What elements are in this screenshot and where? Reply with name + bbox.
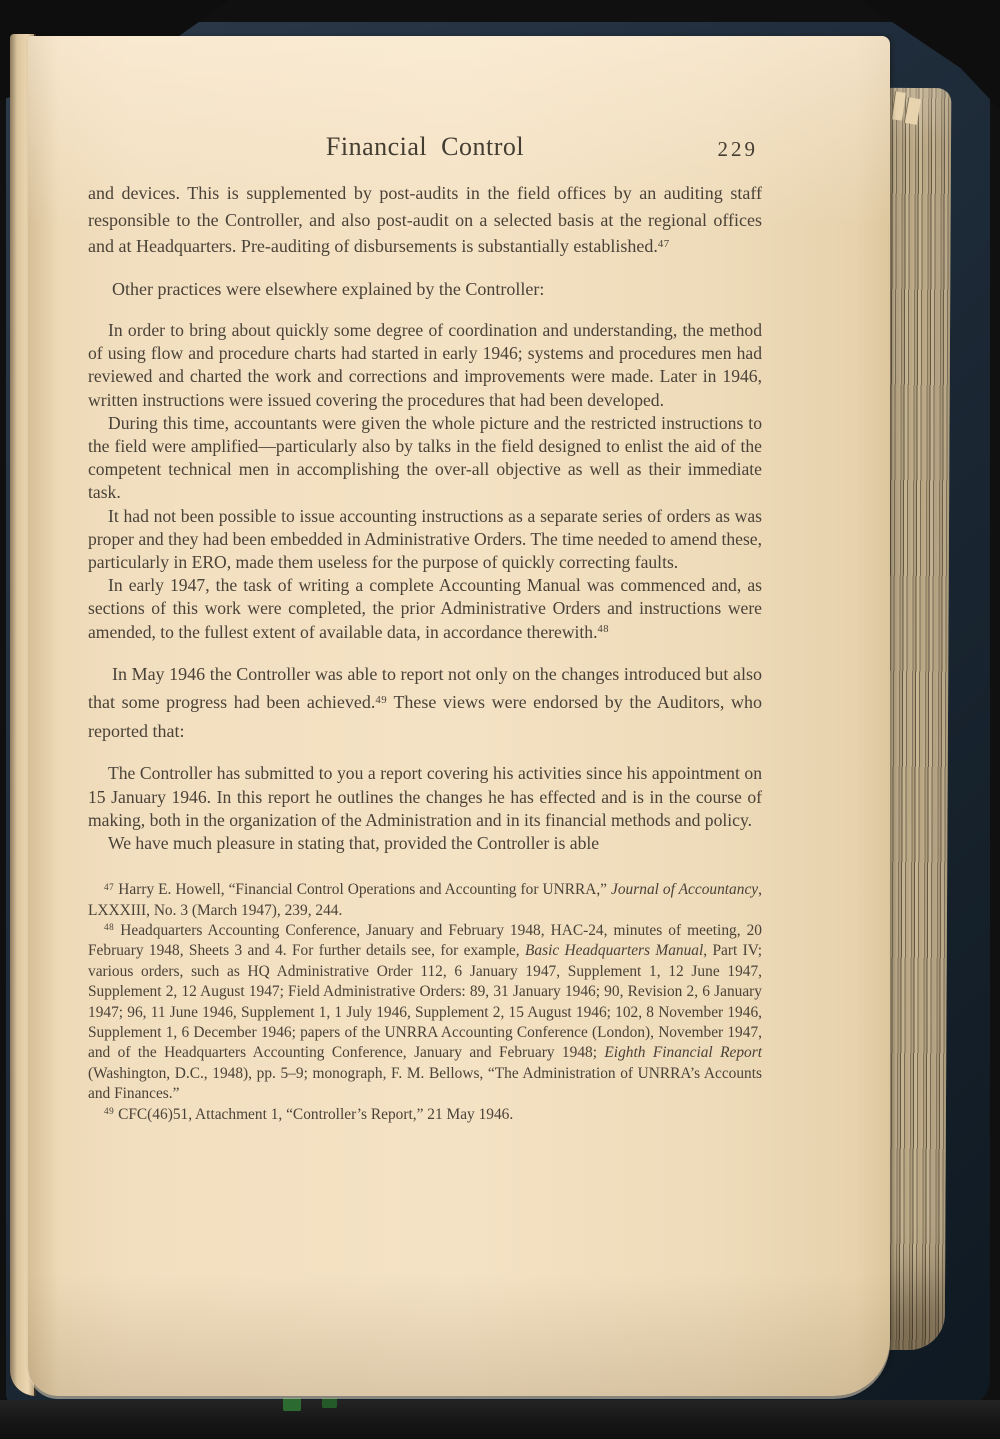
footnote-marker: 47 xyxy=(104,881,115,892)
text-run: In order to bring about quickly some degree of coordination and understanding, the method of using flow and procedure charts had started in early 1946; systems and procedures men had reviewed and charted the work and corrections and improvements were made. Later in 1946, written instructions were issued covering the procedures that had been developed. xyxy=(88,320,762,410)
text-run: In May 1946 the Controller was able to report not only on the changes introduced but also that some progress had been achieved. xyxy=(88,663,762,713)
quoted-paragraph xyxy=(88,832,762,855)
text-run: During this time, accountants were given the whole picture and the restricted instructions to the field were amplified—particularly also by talks in the field designed to enlist the aid of the competent technical men in accomplishing the over-all objective as well as their immediate task. xyxy=(88,412,762,503)
quoted-paragraph xyxy=(88,574,762,644)
quoted-paragraph xyxy=(88,762,762,832)
text-run: , Part IV; various orders, such as HQ Administrative Order 112, 6 January 1947, Supplement 1, 12 June 1947, Supplement 2, 12 August 1947; Field Administrative Orders: 89, 31 January 1946; 90, Revision 2, 6 January 1947; 96, 11 June 1946, Supplement 1, 1 July 1946, Supplement 2, 15 August 1946; 102, 8 November 1946, Supplement 1, 6 December 1946; papers of the UNRRA Accounting Conference (London), November 1947, and of the Headquarters Accounting Conference, January and February 1948; xyxy=(88,942,763,1062)
italic-title: Journal of Accountancy xyxy=(611,881,759,899)
footnote xyxy=(88,880,762,921)
text-run: It had not been possible to issue accounting instructions as a separate series of orders as was proper and they had been embedded in Administrative Orders. The time needed to amend these, particularly in ERO, made them useless for the purpose of quickly correcting faults. xyxy=(88,505,762,573)
footnote-marker: 49 xyxy=(104,1106,115,1117)
page-header xyxy=(88,132,762,170)
running-title: Financial Control xyxy=(325,132,525,161)
page-body xyxy=(88,180,762,855)
fore-edge-page-stack xyxy=(881,88,952,1350)
bookmark-tab xyxy=(283,1398,301,1411)
italic-title: Basic Headquarters Manual xyxy=(524,942,704,960)
quoted-paragraph xyxy=(88,505,762,575)
quoted-paragraph xyxy=(88,412,762,505)
text-run: (Washington, D.C., 1948), pp. 5–9; monograph, F. M. Bellows, “The Administration of UNRRA’s Accounts and Finances.” xyxy=(88,1064,762,1103)
text-run: The Controller has submitted to you a report covering his activities since his appointment on 15 January 1946. In this report he outlines the changes he has effected and is in the course of making, both in the organization of the Administration and in its financial methods and policy. xyxy=(88,763,762,830)
footnote xyxy=(88,1105,762,1125)
footnote-ref: 47 xyxy=(657,237,670,250)
book-page xyxy=(28,36,890,1396)
footnotes xyxy=(88,880,762,1125)
italic-title: Eighth Financial Report xyxy=(604,1044,762,1062)
text-run: These views were endorsed by the Auditors, who reported that: xyxy=(88,692,763,741)
text-run: Harry E. Howell, “Financial Control Operations and Accounting for UNRRA,” xyxy=(118,881,612,899)
text-run: In early 1947, the task of writing a complete Accounting Manual was commenced and, as sections of this work were completed, the prior Administrative Orders and instructions were amended, to the fullest extent of available data, in accordance therewith. xyxy=(88,575,762,642)
body-paragraph xyxy=(88,660,762,746)
footnote-ref: 49 xyxy=(375,693,388,706)
bookmark-tab xyxy=(322,1398,337,1408)
text-run: , LXXXIII, No. 3 (March 1947), 239, 244. xyxy=(88,881,762,919)
footnote-ref: 48 xyxy=(597,624,610,636)
body-paragraph xyxy=(88,276,762,303)
page-number: 229 xyxy=(717,137,758,161)
text-run: CFC(46)51, Attachment 1, “Controller’s Report,” 21 May 1946. xyxy=(118,1105,514,1123)
background-shadow xyxy=(0,1400,1000,1439)
footnote xyxy=(88,921,762,1105)
footnote-marker: 48 xyxy=(104,922,115,933)
page-content xyxy=(88,132,762,1125)
text-run: and devices. This is supplemented by post-audits in the field offices by an auditing staff responsible to the Controller, and also post-audit on a selected basis at the regional offices and at Headquarters. Pre-auditing of disbursements is substantially established. xyxy=(88,183,762,256)
text-run: We have much pleasure in stating that, provided the Controller is able xyxy=(108,832,600,853)
text-run: Headquarters Accounting Conference, January and February 1948, HAC-24, minutes of meeting, 20 February 1948, Sheets 3 and 4. For further details see, for example, xyxy=(88,921,762,960)
text-run: Other practices were elsewhere explained by the Controller: xyxy=(112,278,545,299)
quoted-paragraph xyxy=(88,319,762,412)
body-paragraph xyxy=(88,180,762,260)
